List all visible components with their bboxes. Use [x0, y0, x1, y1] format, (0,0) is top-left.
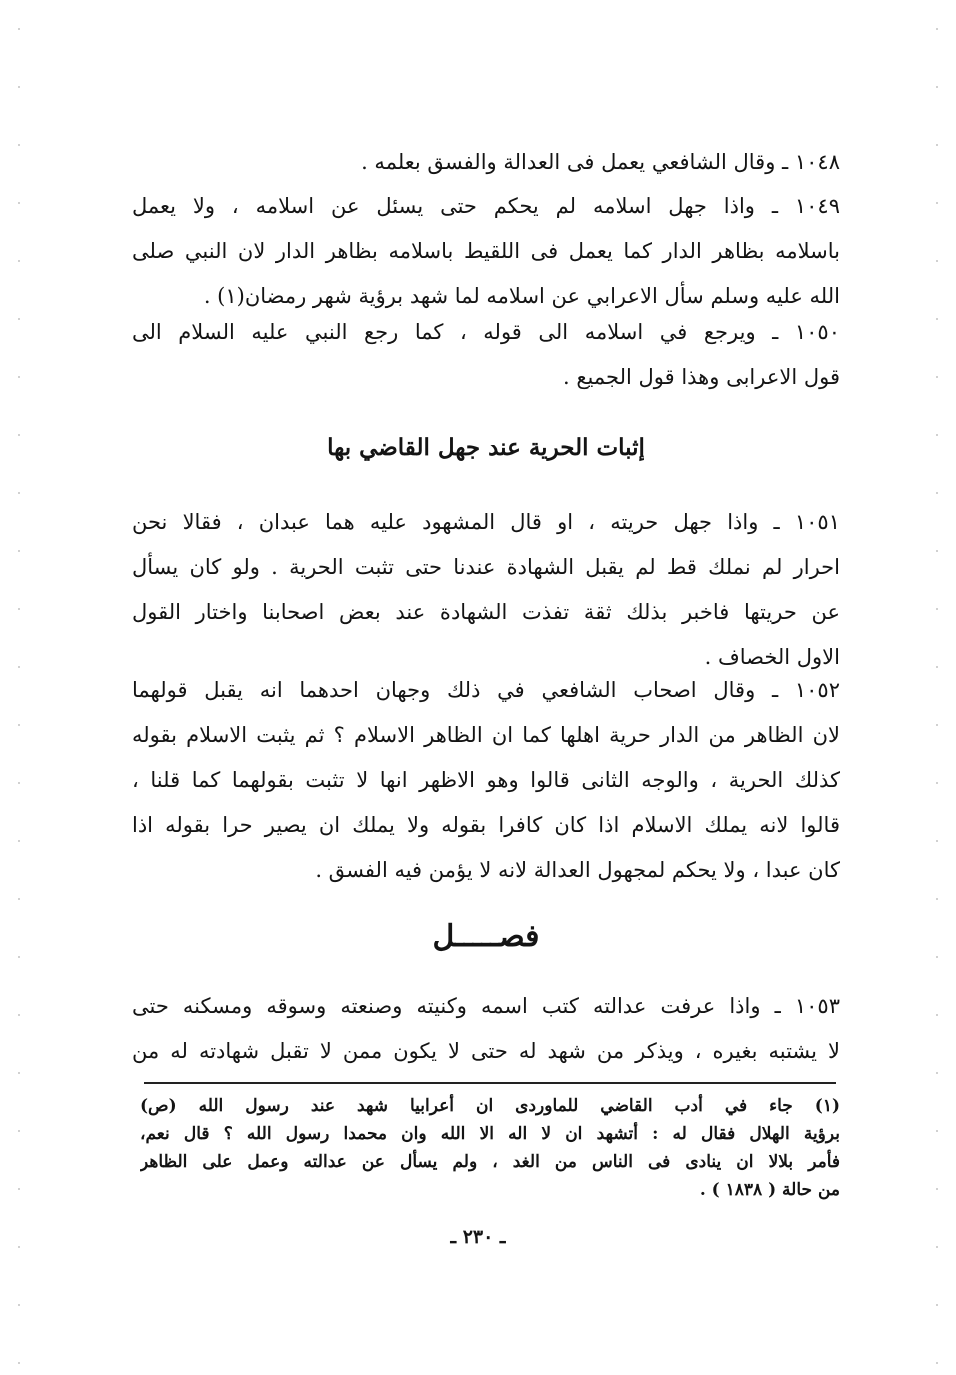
footnote-line: من حالة ( ١٨٣٨ ) . — [699, 1180, 840, 1200]
text-line: ١٠٤٩ ـ واذا جهل اسلامه لم يحكم حتى يسئل عن اسلامه ، ولا يعمل — [132, 194, 840, 218]
paragraph-1053 — [132, 984, 840, 1074]
text-line: ١٠٤٨ ـ وقال الشافعي يعمل فى العدالة والفسق بعلمه . — [361, 150, 840, 174]
text-line: كذلك الحرية ، والوجه الثانى قالوا وهو الاظهر انها لا تثبت بقولهما كما قلنا ، — [132, 768, 840, 792]
footnote-line: فأمر بلالا ان ينادى فى الناس من الغد ، ولم يسأل عن عدالته وعمل على الظاهر — [140, 1152, 840, 1172]
text-line: لان الظاهر من الدار حرية اهلها كما ان الظاهر الاسلام ؟ ثم يثبت الاسلام بقوله — [132, 723, 840, 747]
text-line: قالوا لانه يملك الاسلام اذا كان كافرا بقوله ولا يملك ان يصير حرا بقوله اذا — [132, 813, 840, 837]
text-line: كان عبدا ، ولا يحكم لمجهول العدالة لانه لا يؤمن فيه الفسق . — [315, 858, 840, 882]
paragraph-1049 — [132, 184, 840, 319]
text-line: لا يشتبه بغيره ، ويذكر من شهد له حتى لا يكون ممن لا تقبل شهادته له من — [132, 1039, 840, 1063]
section-title: فصـــــل — [432, 919, 540, 954]
text-line: قول الاعرابى وهذا قول الجميع . — [563, 365, 840, 389]
scan-artifact-right — [936, 0, 938, 1375]
text-line: ١٠٥٣ ـ واذا عرفت عدالته كتب اسمه وكنيته وصنعته وسوقه ومسكنه حتى — [132, 994, 840, 1018]
footnote-line: برؤية الهلال فقال له : أتشهد ان لا اله الا الله وان محمدا رسول الله ؟ قال نعم، — [140, 1124, 840, 1144]
section-heading: إثبات الحرية عند جهل القاضي بها — [327, 434, 645, 461]
text-line: الله عليه وسلم سأل الاعرابي عن اسلامه لما شهد برؤية شهر رمضان(١) . — [203, 284, 840, 308]
paragraph-1050 — [132, 310, 840, 400]
text-line: ١٠٥٢ ـ وقال اصحاب الشافعي في ذلك وجهان احدهما انه يقبل قولهما — [132, 678, 840, 702]
text-line: الاول الخصاف . — [704, 645, 840, 669]
footnote-divider — [144, 1082, 836, 1084]
footnote — [140, 1092, 840, 1204]
text-line: ١٠٥١ ـ واذا جهل حريته ، او قال المشهود عليه هما عبدان ، فقالا نحن — [132, 510, 840, 534]
footnote-line: (١) جاء في أدب القاضي للماوردى ان أعرابيا شهد عند رسول الله (ص) — [140, 1096, 840, 1116]
text-line: ١٠٥٠ ـ ويرجع في اسلامه الى قوله ، كما رجع النبي عليه السلام الى — [132, 320, 840, 344]
paragraph-1052 — [132, 668, 840, 893]
paragraph-1051 — [132, 500, 840, 680]
text-line: عن حريتها فاخبر بذلك ثقة تفذت الشهادة عند بعض اصحابنا واختار القول — [132, 600, 840, 624]
page-number: ـ ٢٣٠ ـ — [450, 1226, 506, 1248]
text-line: احرار لم نملك قط لم يقبل الشهادة عندنا حتى تثبت الحرية . ولو كان يسأل — [132, 555, 840, 579]
scan-artifact-left — [18, 0, 20, 1375]
paragraph-1048 — [132, 140, 840, 185]
text-line: باسلامه بظاهر الدار كما يعمل فى اللقيط باسلامه بظاهر الدار لان النبي صلى — [132, 239, 840, 263]
